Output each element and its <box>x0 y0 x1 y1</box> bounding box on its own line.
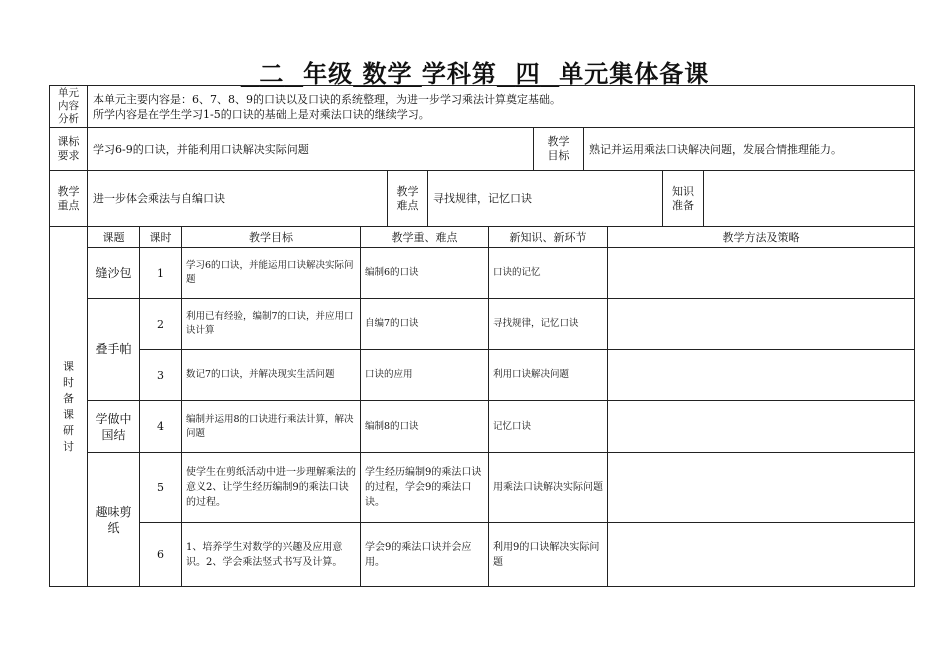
standard-label <box>50 128 87 170</box>
header-topic: 课题 <box>102 230 125 244</box>
title-grade-suffix: 年级 <box>303 60 354 88</box>
header-method: 教学方法及策略 <box>722 230 800 244</box>
header-goal: 教学目标 <box>249 230 293 244</box>
header-period: 课时 <box>149 230 172 244</box>
lesson-3-goal: 数记7的口诀，并解决现实生活问题 <box>186 369 335 380</box>
lesson-2-goal: 利用已有经验，编制7的口诀，并应用口诀计算 <box>186 311 354 336</box>
lesson-1-new: 口诀的记忆 <box>493 267 541 278</box>
lesson-3-method <box>612 350 910 400</box>
difficulty-label-text: 教学难点 <box>396 184 419 212</box>
lesson-2-keypoints: 自编7的口诀 <box>365 318 419 329</box>
lesson-6-method <box>612 523 910 586</box>
title-subject-suffix: 学科第 <box>421 60 497 88</box>
header-keypoints: 教学重、难点 <box>391 230 458 244</box>
lesson-5-goal: 使学生在剪纸活动中进一步理解乘法的意义2、让学生经历编制9的乘法口诀的过程。 <box>186 467 356 508</box>
topic-3-text: 学做中国结 <box>95 411 132 442</box>
lesson-3-period: 3 <box>157 368 164 382</box>
goal-text: 熟记并运用乘法口诀解决问题，发展合情推理能力。 <box>589 142 842 156</box>
lesson-4-keypoints: 编制8的口诀 <box>365 420 419 432</box>
prep-label <box>663 171 703 226</box>
lesson-4-goal: 编制并运用8的口诀进行乘法计算，解决问题 <box>186 413 354 439</box>
lesson-1-goal: 学习6的口诀，并能运用口诀解决实际问题 <box>186 260 354 285</box>
lesson-1-keypoints: 编制6的口诀 <box>365 267 419 278</box>
lesson-6-goal: 1、培养学生对数学的兴趣及应用意识。2、学会乘法竖式书写及计算。 <box>186 541 343 568</box>
key-label <box>50 171 87 226</box>
lesson-2-period: 2 <box>157 317 164 331</box>
prep-text <box>709 171 909 226</box>
key-text: 进一步体会乘法与自编口诀 <box>93 192 225 205</box>
lesson-6-period: 6 <box>157 548 164 561</box>
unit-analysis-line1: 本单元主要内容是：6、7、8、9的口诀以及口诀的系统整理，为进一步学习乘法计算奠定基础。 <box>93 93 561 106</box>
unit-analysis-line2: 所学内容是在学生学习1-5的口诀的基础上是对乘法口诀的继续学习。 <box>93 108 430 121</box>
topic-3 <box>88 401 139 452</box>
lesson-5-period: 5 <box>157 481 164 494</box>
lesson-5-method <box>612 453 910 522</box>
lesson-4-new: 记忆口诀 <box>493 420 532 432</box>
topic-2: 叠手帕 <box>95 342 132 356</box>
lesson-1-method <box>612 248 910 298</box>
lesson-6-keypoints: 学会9的乘法口诀并会应用。 <box>365 541 472 568</box>
lesson-2-new: 寻找规律，记忆口诀 <box>493 318 579 329</box>
difficulty-text: 寻找规律，记忆口诀 <box>433 192 532 205</box>
key-label-text: 教学重点 <box>57 184 80 212</box>
lesson-2-method <box>612 299 910 349</box>
lesson-5-keypoints: 学生经历编制9的乘法口诀的过程，学会9的乘法口诀。 <box>365 467 482 508</box>
difficulty-label <box>388 171 427 226</box>
unit-analysis-label <box>50 86 87 127</box>
title-unit-suffix: 单元集体备课 <box>559 60 710 88</box>
standard-label-text: 课标要求 <box>57 135 80 162</box>
topic-1: 缝沙包 <box>95 265 132 280</box>
title-grade: 二 <box>259 60 285 88</box>
lesson-4-period: 4 <box>157 420 164 433</box>
lesson-1-period: 1 <box>157 266 164 280</box>
unit-analysis-content <box>93 88 908 126</box>
lessons-section-label-text: 课时备课研讨 <box>63 359 74 453</box>
topic-4-text: 趣味剪纸 <box>95 504 132 535</box>
lesson-6-new: 利用9的口诀解决实际问题 <box>493 541 600 568</box>
lesson-5-new: 用乘法口诀解决实际问题 <box>493 482 603 493</box>
lesson-3-new: 利用口诀解决问题 <box>493 369 570 380</box>
title-unit: 四 <box>515 60 541 88</box>
title-subject: 数学 <box>362 60 413 88</box>
goal-label <box>534 128 583 170</box>
prep-label-text: 知识准备 <box>672 184 694 212</box>
standard-text: 学习6-9的口诀，并能利用口诀解决实际问题 <box>93 142 309 156</box>
lessons-section-label <box>50 227 87 586</box>
lesson-4-method <box>612 401 910 452</box>
header-new: 新知识、新环节 <box>509 230 587 244</box>
lesson-3-keypoints: 口诀的应用 <box>365 369 413 380</box>
topic-4 <box>88 453 139 586</box>
goal-label-text: 教学目标 <box>547 135 570 162</box>
unit-analysis-label-text: 单元内容分析 <box>58 87 79 125</box>
